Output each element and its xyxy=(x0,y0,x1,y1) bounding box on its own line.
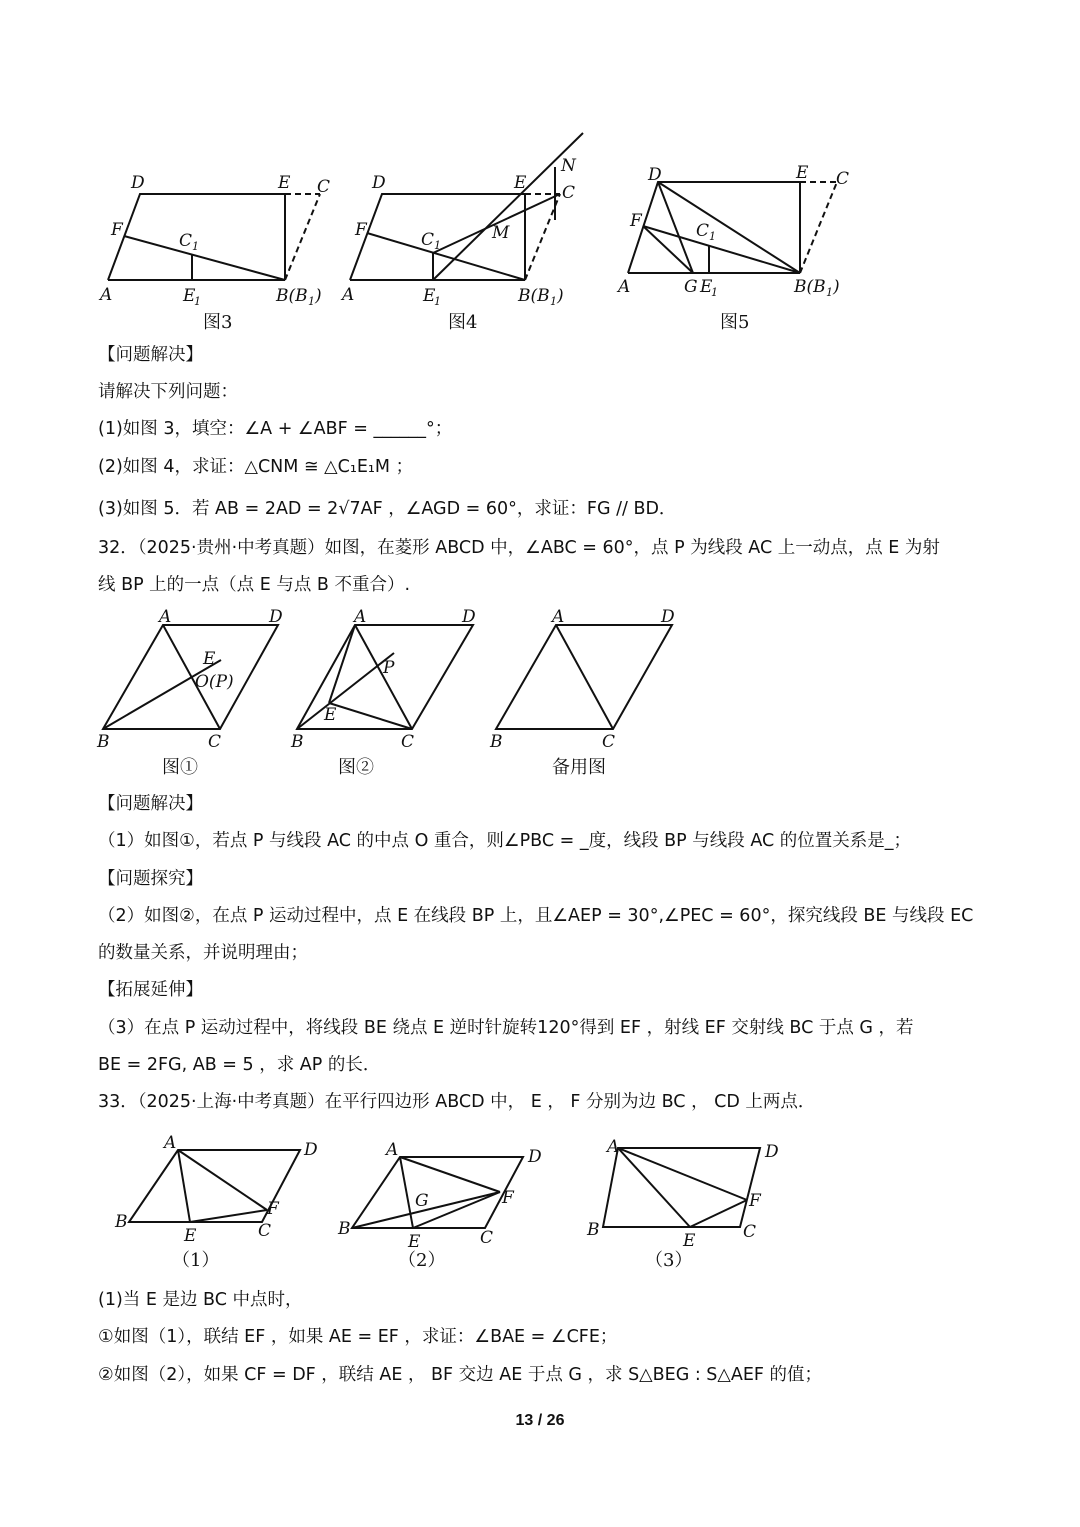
r3-label-A: A xyxy=(552,607,565,627)
fig4-label-M: M xyxy=(492,223,510,243)
p3-label-B: B xyxy=(587,1220,600,1240)
text-intro: 请解决下列问题： xyxy=(98,382,238,402)
r1-label-OP: O(P) xyxy=(195,672,234,692)
q33-part1-sub1: ①如图（1），联结 EF ，如果 AE = EF ，求证：∠BAE = ∠CFE； xyxy=(98,1327,618,1347)
fig3-label-B-close: ) xyxy=(315,286,322,306)
r1-label-E: E xyxy=(203,649,216,669)
q32-part2-line1: （2）如图②，在点 P 运动过程中，点 E 在线段 BP 上，且∠AEP = 30°,∠PEC = 60°，探究线段 BE 与线段 EC xyxy=(98,906,974,926)
q31-part1: (1)如图 3，填空：∠A + ∠ABF = ______°； xyxy=(98,419,453,439)
r2-label-E: E xyxy=(324,705,337,725)
r2-label-P: P xyxy=(383,658,395,678)
p2-label-D: D xyxy=(528,1147,542,1167)
r3-caption: 备用图 xyxy=(552,757,606,778)
p1-label-D: D xyxy=(304,1140,318,1160)
q33-part1-sub2: ②如图（2），如果 CF = DF ，联结 AE ， BF 交边 AE 于点 G ，求 S△BEG : S△AEF 的值； xyxy=(98,1365,823,1385)
figure-5 xyxy=(610,160,860,320)
p3-caption: （3） xyxy=(645,1250,693,1271)
fig5-label-G: G xyxy=(684,277,698,297)
figure-3 xyxy=(95,170,345,320)
r1-caption: 图① xyxy=(162,757,198,778)
fig4-label-N: N xyxy=(561,156,576,176)
heading-problem-solving: 【问题解决】 xyxy=(98,345,203,365)
fig5-label-D: D xyxy=(648,165,662,185)
fig3-label-C1-sub: 1 xyxy=(192,240,199,253)
r2-caption: 图② xyxy=(338,757,374,778)
fig5-label-B: B(B xyxy=(794,277,826,297)
fig5-label-C1-sub: 1 xyxy=(709,230,716,243)
r1-label-C: C xyxy=(208,732,222,752)
fig4-label-E: E xyxy=(514,173,527,193)
r2-label-D: D xyxy=(462,607,476,627)
fig5-label-A: A xyxy=(618,277,631,297)
p3-label-F: F xyxy=(749,1191,761,1211)
p1-label-A: A xyxy=(164,1133,177,1153)
fig4-label-B-close: ) xyxy=(557,286,564,306)
fig4-label-E1-sub: 1 xyxy=(434,295,441,308)
fig4-label-B: B(B xyxy=(518,286,550,306)
fig3-label-A: A xyxy=(100,285,113,305)
p2-label-G: G xyxy=(415,1191,429,1211)
p2-label-F: F xyxy=(502,1188,514,1208)
q32-stem-line2: 线 BP 上的一点（点 E 与点 B 不重合）. xyxy=(98,575,411,595)
r1-label-B: B xyxy=(97,732,110,752)
q33-stem: 33．（2025·上海·中考真题）在平行四边形 ABCD 中， E ， F 分别为边 BC ， CD 上两点． xyxy=(98,1092,816,1112)
fig5-label-E1: E xyxy=(700,277,713,297)
page-number: 13 / 26 xyxy=(515,1412,565,1429)
r2-label-A: A xyxy=(354,607,367,627)
rhombus-figure-spare xyxy=(490,605,690,755)
r3-label-C: C xyxy=(602,732,616,752)
p1-label-F: F xyxy=(267,1199,279,1219)
fig4-label-A: A xyxy=(342,285,355,305)
p2-label-B: B xyxy=(338,1219,351,1239)
fig5-label-E: E xyxy=(796,163,809,183)
p2-label-C: C xyxy=(480,1228,494,1248)
fig3-label-D: D xyxy=(131,173,145,193)
fig5-caption: 图5 xyxy=(720,312,750,333)
fig5-label-E1-sub: 1 xyxy=(711,286,718,299)
p2-caption: （2） xyxy=(398,1250,446,1271)
q33-part1: (1)当 E 是边 BC 中点时， xyxy=(98,1290,303,1310)
fig3-caption: 图3 xyxy=(203,312,233,333)
parallelogram-figure-3 xyxy=(585,1130,805,1250)
p2-label-A: A xyxy=(386,1140,399,1160)
p3-label-C: C xyxy=(743,1222,757,1242)
p1-label-E: E xyxy=(184,1226,197,1246)
fig5-label-C1: C xyxy=(696,221,710,241)
fig4-caption: 图4 xyxy=(448,312,478,333)
parallelogram-figure-1 xyxy=(110,1130,330,1245)
fig3-label-F: F xyxy=(111,220,123,240)
p2-label-E: E xyxy=(408,1232,421,1252)
q32-stem-line1: 32．（2025·贵州·中考真题）如图，在菱形 ABCD 中，∠ABC = 60°，点 P 为线段 AC 上一动点，点 E 为射 xyxy=(98,538,940,558)
fig3-label-C1: C xyxy=(179,231,193,251)
fig3-label-B: B(B xyxy=(276,286,308,306)
r2-label-C: C xyxy=(401,732,415,752)
rhombus-figure-1 xyxy=(95,605,295,755)
fig4-label-C1-sub: 1 xyxy=(434,239,441,252)
fig3-label-E1: E xyxy=(183,286,196,306)
fig4-label-B-sub: 1 xyxy=(550,295,557,308)
p3-label-A: A xyxy=(607,1137,620,1157)
r3-label-D: D xyxy=(661,607,675,627)
fig3-label-B-sub: 1 xyxy=(308,295,315,308)
heading-problem-exploration: 【问题探究】 xyxy=(98,869,203,889)
figure-4 xyxy=(337,125,597,320)
heading-extension: 【拓展延伸】 xyxy=(98,980,203,1000)
p1-label-B: B xyxy=(115,1212,128,1232)
q31-part3: (3)如图 5．若 AB = 2AD = 2√7AF ，∠AGD = 60°，求证：FG // BD． xyxy=(98,499,677,519)
q32-part1: （1）如图①，若点 P 与线段 AC 的中点 O 重合，则∠PBC = _度，线段 BP 与线段 AC 的位置关系是_； xyxy=(98,831,912,851)
q32-part3-line1: （3）在点 P 运动过程中，将线段 BE 绕点 E 逆时针旋转120°得到 EF ，射线 EF 交射线 BC 于点 G ，若 xyxy=(98,1018,914,1038)
fig5-label-C: C xyxy=(836,169,850,189)
r1-label-D: D xyxy=(269,607,283,627)
fig4-label-C1: C xyxy=(421,230,435,250)
r1-label-A: A xyxy=(159,607,172,627)
p3-label-D: D xyxy=(765,1142,779,1162)
fig4-label-E1: E xyxy=(423,286,436,306)
q32-part3-line2: BE = 2FG, AB = 5 ，求 AP 的长． xyxy=(98,1055,381,1075)
q32-part2-line2: 的数量关系，并说明理由； xyxy=(98,943,308,963)
heading-problem-solving-2: 【问题解决】 xyxy=(98,794,203,814)
fig5-label-B-sub: 1 xyxy=(826,286,833,299)
q31-part2: (2)如图 4，求证：△CNM ≅ △C₁E₁M ； xyxy=(98,457,414,477)
p1-caption: （1） xyxy=(172,1250,220,1271)
fig5-label-F: F xyxy=(630,211,642,231)
fig4-label-C: C xyxy=(562,183,576,203)
parallelogram-figure-2 xyxy=(335,1135,555,1250)
fig3-label-C: C xyxy=(317,177,331,197)
fig5-label-B-close: ) xyxy=(833,277,840,297)
p3-label-E: E xyxy=(683,1231,696,1251)
r3-label-B: B xyxy=(490,732,503,752)
r2-label-B: B xyxy=(291,732,304,752)
fig4-label-F: F xyxy=(355,220,367,240)
fig3-label-E1-sub: 1 xyxy=(194,295,201,308)
rhombus-figure-2 xyxy=(290,605,490,755)
p1-label-C: C xyxy=(258,1221,272,1241)
fig3-label-E: E xyxy=(278,173,291,193)
fig4-label-D: D xyxy=(372,173,386,193)
